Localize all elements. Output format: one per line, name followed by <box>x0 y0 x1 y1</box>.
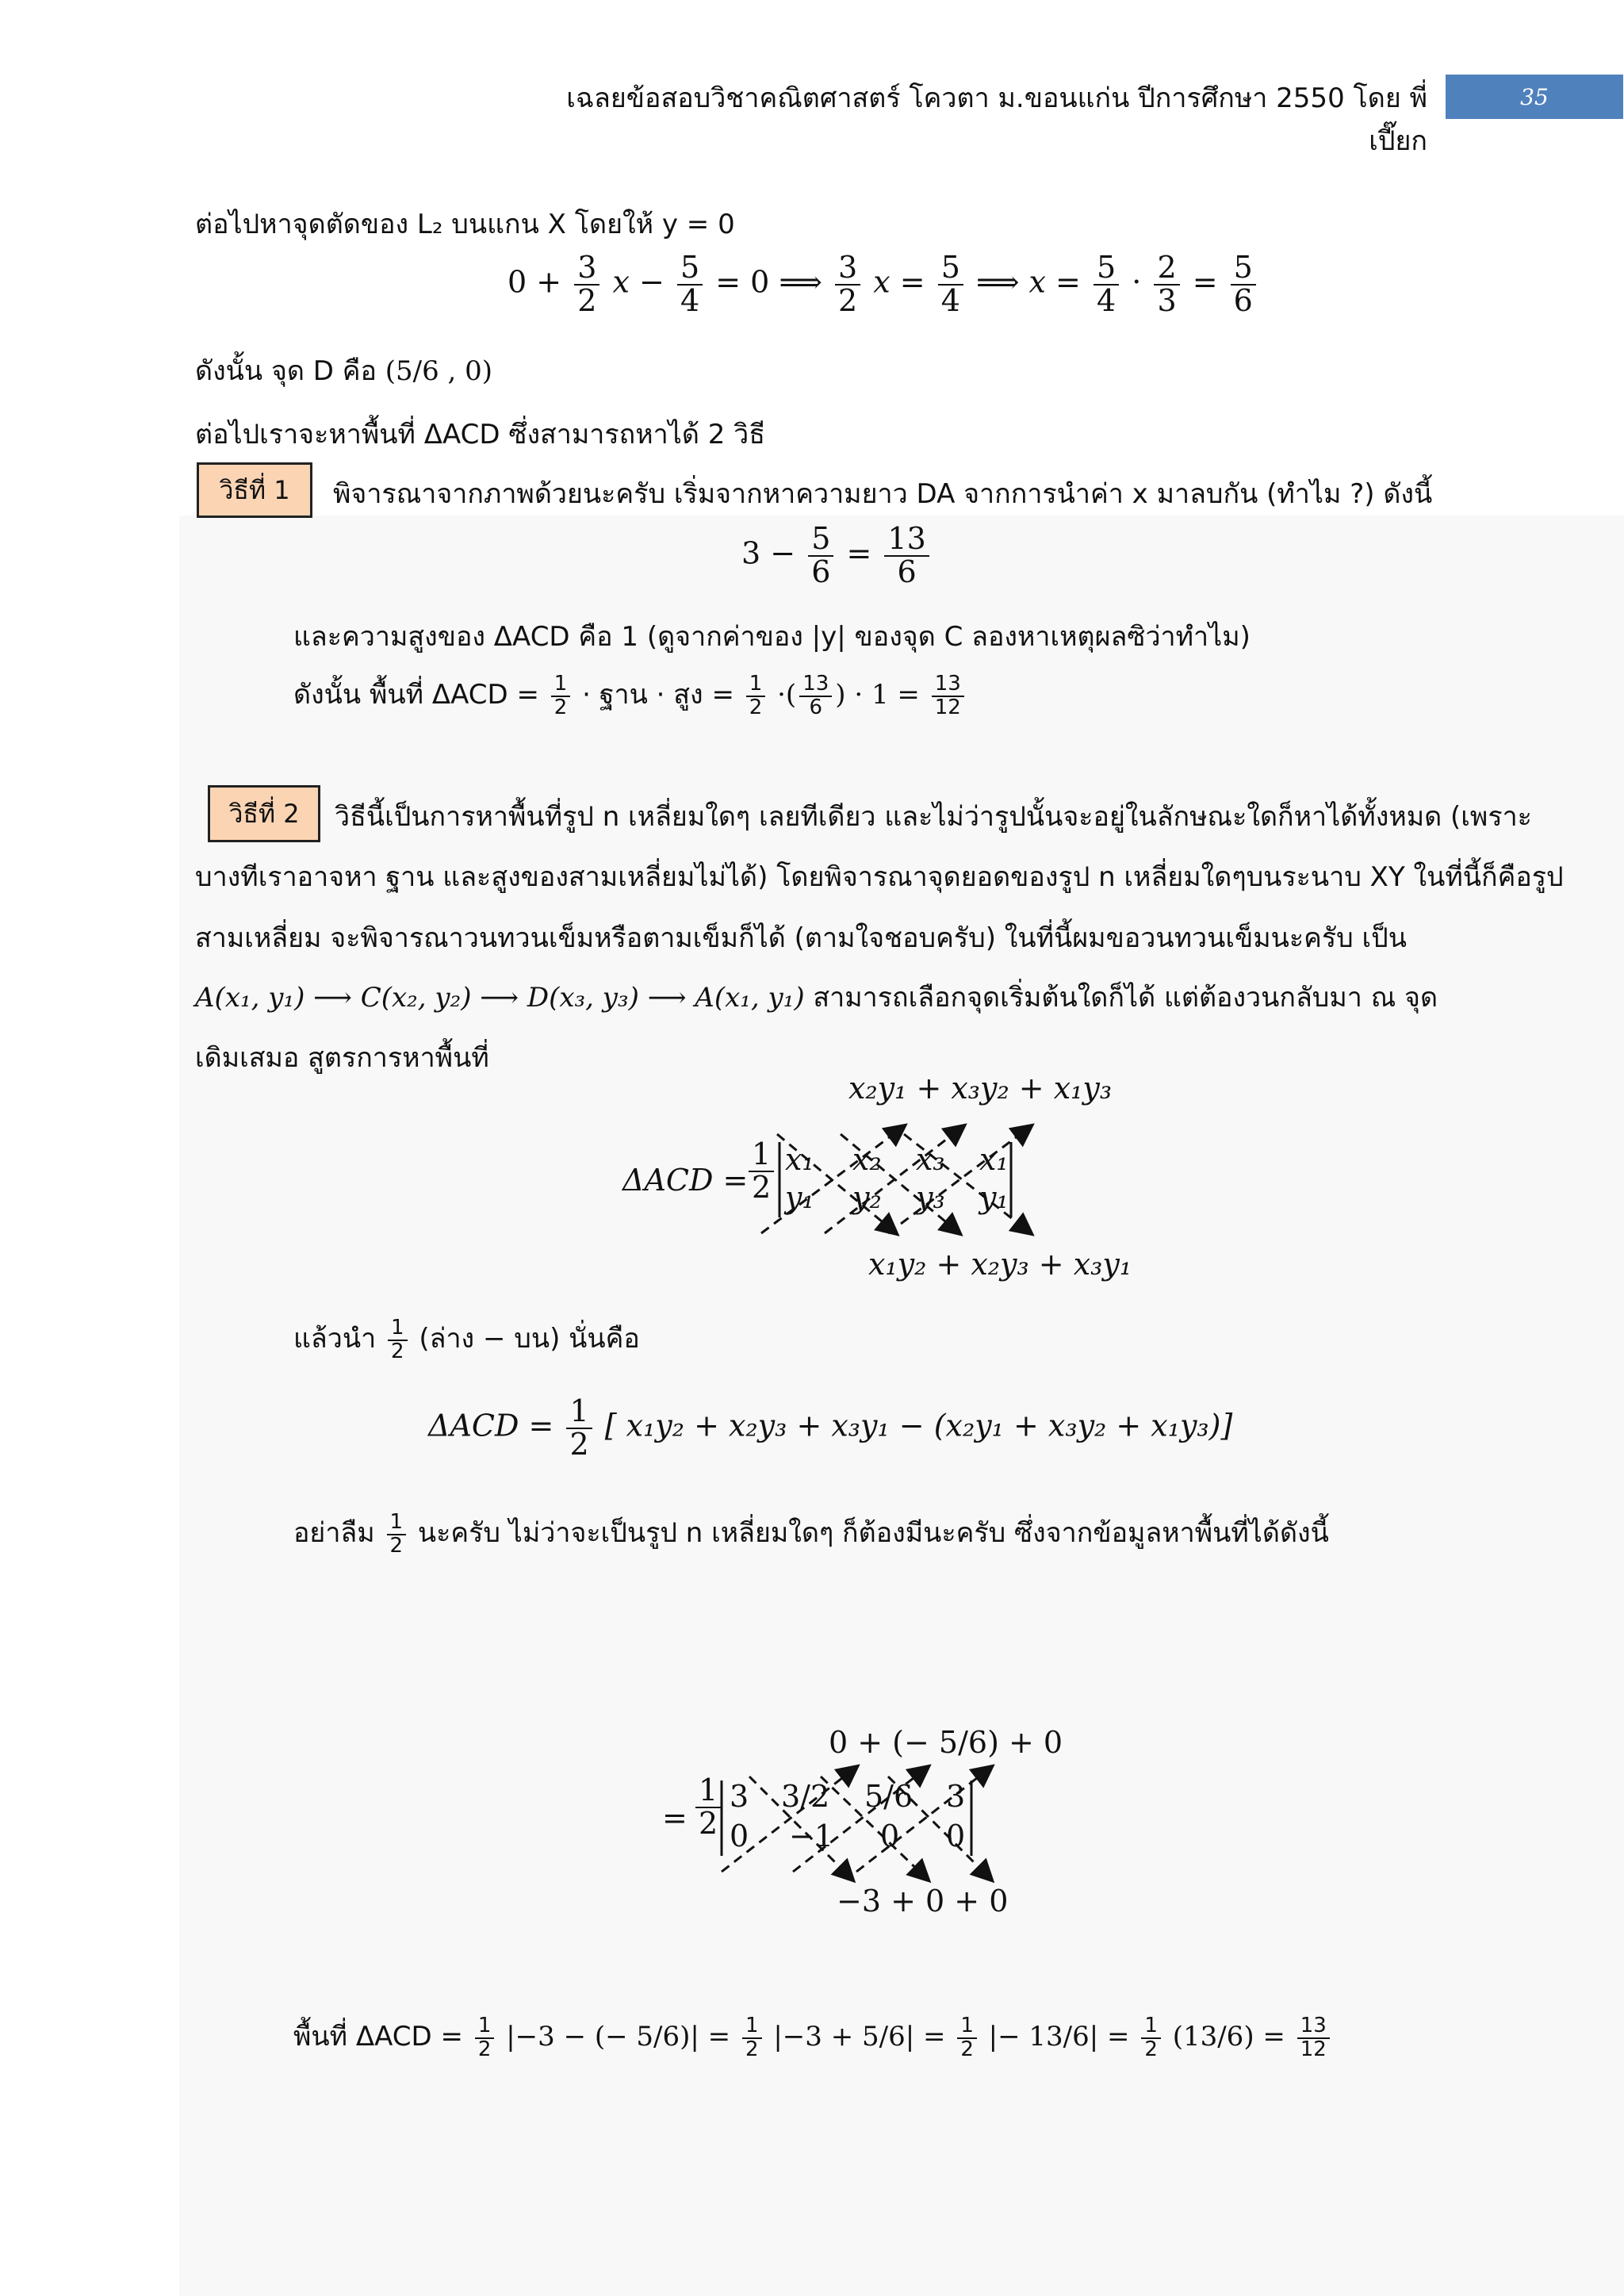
paragraph-remember-half: อย่าลืม $\frac{1}{2}$ นะครับ ไม่ว่าจะเป็นรูป n เหลี่ยมใดๆ ก็ต้องมีนะครับ ซึ่งจากข้อมูลหาพื้นที่ได้ดังนี้ <box>293 1510 1329 1558</box>
numeric-top-sum: 0 + (− 5/6) + 0 <box>829 1725 1063 1760</box>
equation-base-length: 3 − $\frac{5}{6}$ = $\frac{13}{6}$ <box>741 523 933 588</box>
shoelace-y2: y₂ <box>852 1180 882 1215</box>
shoelace-lhs: ΔACD = <box>622 1163 749 1198</box>
fraction-5-4: $\frac{5}{4}$ <box>1094 252 1119 317</box>
arrow-up-1 <box>722 1767 856 1872</box>
shoelace-y1-repeat: y₁ <box>979 1180 1009 1215</box>
fraction-5-4: $\frac{5}{4}$ <box>938 252 963 317</box>
fraction-1-2: $\frac{1}{2}$ <box>387 1512 407 1557</box>
vertex-cycle: A(x₁, y₁) ⟶ C(x₂, y₂) ⟶ D(x₃, y₃) ⟶ A(x₁, y₁) <box>195 982 805 1014</box>
shoelace-x3: x₃ <box>916 1142 945 1177</box>
fraction-3-2: $\frac{3}{2}$ <box>835 252 860 317</box>
paragraph-point-d: ดังนั้น จุด D คือ (5/6 , 0) <box>195 355 493 387</box>
shoelace-x1-repeat: x₁ <box>979 1142 1009 1177</box>
arrow-up-2 <box>793 1767 928 1872</box>
paragraph-two-methods: ต่อไปเราจะหาพื้นที่ ΔACD ซึ่งสามารถหาได้ 2 วิธี <box>195 419 766 450</box>
paragraph-height: และความสูงของ ΔACD คือ 1 (ดูจากค่าของ |y| ของจุด C ลองหาเหตุผลซิว่าทำไม) <box>293 621 1251 653</box>
fraction-13-6: $\frac{13}{6}$ <box>884 523 929 588</box>
paragraph-final-area: พื้นที่ ΔACD = $\frac{1}{2}$ |−3 − (− 5/6)| = $\frac{1}{2}$ |−3 + 5/6| = $\frac{1}{2}$ |− 13/6| = $\frac{1}{2}$ (13/6) = $\frac{13}{12}$ <box>293 2014 1333 2060</box>
numeric-bottom-sum: −3 + 0 + 0 <box>837 1884 1009 1918</box>
numeric-y3: 0 <box>880 1819 900 1853</box>
numeric-x2: 3/2 <box>781 1779 830 1814</box>
fraction-13-12: $\frac{13}{12}$ <box>932 673 964 719</box>
arrow-down-3 <box>888 1777 991 1880</box>
arrow-down-1 <box>777 1134 896 1233</box>
method-2-line-2: บางทีเราอาจหา ฐาน และสูงของสามเหลี่ยมไม่ได้) โดยพิจารณาจุดยอดของรูป n เหลี่ยมใดๆบนระนาบ XY ในที่นี้ก็คือรูป <box>195 861 1564 893</box>
eq1-part-e: ⟹ x = <box>975 264 1081 300</box>
shoelace-half: $\frac{1}{2}$ <box>745 1139 777 1204</box>
shoelace-x1: x₁ <box>785 1142 814 1177</box>
fraction-1-2: $\frac{1}{2}$ <box>551 673 571 719</box>
paragraph-l2-intercept: ต่อไปหาจุดตัดของ L₂ บนแกน X โดยให้ y = 0 <box>195 209 735 240</box>
numeric-y1: 0 <box>730 1819 749 1853</box>
fraction-1-2: $\frac{1}{2}$ <box>746 673 766 719</box>
fraction-3-2: $\frac{3}{2}$ <box>574 252 599 317</box>
numeric-lhs: = <box>662 1800 688 1835</box>
method-2-line-4: A(x₁, y₁) ⟶ C(x₂, y₂) ⟶ D(x₃, y₃) ⟶ A(x₁, y₁) สามารถเลือกจุดเริ่มต้นใดก็ได้ แต่ต้องวนกลับมา ณ จุด <box>195 982 1438 1014</box>
numeric-x1-repeat: 3 <box>946 1779 966 1814</box>
fraction-1-2: $\frac{1}{2}$ <box>388 1317 408 1363</box>
paragraph-half-difference: แล้วนำ $\frac{1}{2}$ (ล่าง − บน) นั่นคือ <box>293 1316 640 1363</box>
method-1-description: พิจารณาจากภาพด้วยนะครับ เริ่มจากหาความยาว DA จากการนำค่า x มาลบกัน (ทำไม ?) ดังนี้ <box>333 478 1433 510</box>
method-2-label: วิธีที่ 2 <box>208 785 320 842</box>
eq1-part-g: = <box>1192 264 1218 300</box>
eq1-part-a: 0 + <box>508 264 562 300</box>
shoelace-x2: x₂ <box>852 1142 882 1177</box>
area-formula: ΔACD = $\frac{1}{2}$ [ x₁y₂ + x₂y₃ + x₃y₁ − (x₂y₁ + x₃y₂ + x₁y₃)] <box>428 1393 1233 1462</box>
eq1-part-c: = 0 ⟹ <box>715 264 822 300</box>
numeric-x1: 3 <box>730 1779 749 1814</box>
fraction-13-6: $\frac{13}{6}$ <box>799 673 832 719</box>
shoelace-y3: y₃ <box>916 1180 945 1215</box>
method-2-line-5: เดิมเสมอ สูตรการหาพื้นที่ <box>195 1042 489 1074</box>
numeric-half: $\frac{1}{2}$ <box>692 1775 724 1840</box>
method-2-line-1: วิธีนี้เป็นการหาพื้นที่รูป n เหลี่ยมใดๆ เลยทีเดียว และไม่ว่ารูปนั้นจะอยู่ในลักษณะใดก็หาได้ทั้งหมด (เพราะ <box>335 801 1532 833</box>
paragraph-area-method-1: ดังนั้น พื้นที่ ΔACD = $\frac{1}{2}$ · ฐาน · สูง = $\frac{1}{2}$ ·( $\frac{13}{6}$ ) · 1 = $\frac{13}{12}$ <box>293 673 967 719</box>
point-d-coordinates: (5/6 , 0) <box>385 355 493 387</box>
shoelace-top-sum: x₂y₁ + x₃y₂ + x₁y₃ <box>848 1071 1113 1106</box>
eq1-part-b: x − <box>612 264 665 300</box>
fraction-5-6: $\frac{5}{6}$ <box>808 523 833 588</box>
eq1-part-d: x = <box>873 264 925 300</box>
numeric-x3: 5/6 <box>864 1779 914 1814</box>
fraction-5-6: $\frac{5}{6}$ <box>1231 252 1256 317</box>
arrow-down-2 <box>841 1134 959 1233</box>
page-number: 35 <box>1446 75 1623 119</box>
fraction-2-3: $\frac{2}{3}$ <box>1154 252 1179 317</box>
eq1-part-f: · <box>1132 264 1142 300</box>
method-1-label: วิธีที่ 1 <box>197 462 312 518</box>
numeric-y1-repeat: 0 <box>946 1819 966 1853</box>
fraction-5-4: $\frac{5}{4}$ <box>677 252 703 317</box>
shoelace-y1: y₁ <box>785 1180 814 1215</box>
fraction-13-12: $\frac{13}{12}$ <box>1297 2015 1330 2060</box>
header-title: เฉลยข้อสอบวิชาคณิตศาสตร์ โควตา ม.ขอนแก่น ปีการศึกษา 2550 โดย พี่เปี๊ยก <box>566 82 1427 157</box>
method-2-line-3: สามเหลี่ยม จะพิจารณาวนทวนเข็มหรือตามเข็มก็ได้ (ตามใจชอบครับ) ในที่นี้ผมขอวนทวนเข็มนะครับ เป็น <box>195 922 1407 954</box>
numeric-y2: −1 <box>789 1819 834 1853</box>
shoelace-bottom-sum: x₁y₂ + x₂y₃ + x₃y₁ <box>868 1247 1132 1282</box>
